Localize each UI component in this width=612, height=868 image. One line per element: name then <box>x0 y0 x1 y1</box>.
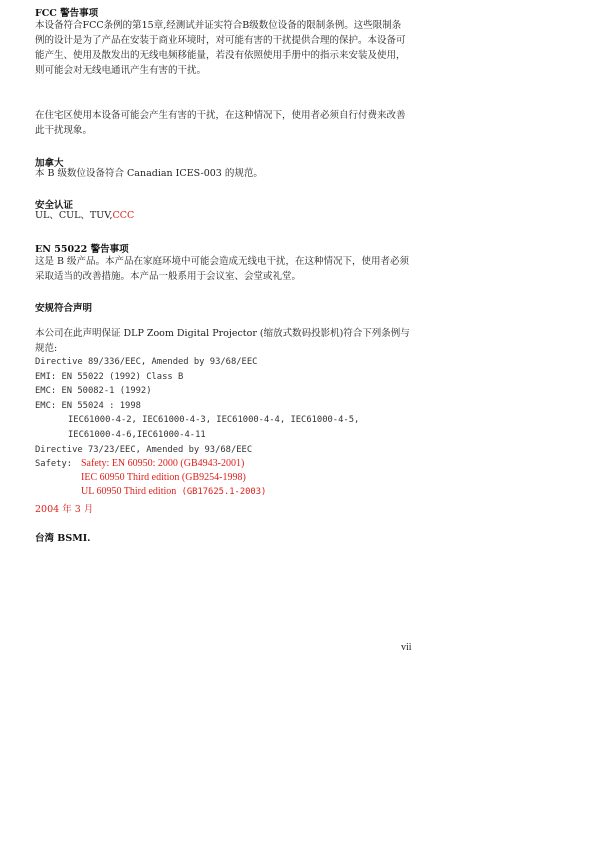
directive-line: Directive 89/336/EEC, Amended by 93/68/EEC <box>35 357 258 367</box>
safety-item-2: IEC 60950 Third edition (GB9254-1998) <box>81 472 246 483</box>
safety-item-3 <box>81 486 266 497</box>
emi-line: EMI: EN 55022 (1992) Class B <box>35 372 184 382</box>
safety-cert-list: UL、CUL、TUV, <box>35 210 113 221</box>
en55022-text: 这是 B 级产品。本产品在家庭环境中可能会造成无线电干扰，在这种情况下，使用者必须采取适当的改善措施。本产品一般系用于会议室、会堂或礼堂。 <box>35 256 410 282</box>
iec-line-1: IEC61000-4-2, IEC61000-4-3, IEC61000-4-4, IEC61000-4-5, <box>68 415 360 425</box>
safety-label: Safety: <box>35 459 73 469</box>
safety-item-3-text: UL 60950 Third edition <box>81 486 177 497</box>
canada-heading: 加拿大 <box>35 158 64 169</box>
compliance-intro: 本公司在此声明保证 DLP Zoom Digital Projector (缩放式数码投影机)符合下列条例与规范: <box>35 328 410 354</box>
directive-line-2: Directive 73/23/EEC, Amended by 93/68/EEC <box>35 445 253 455</box>
fcc-heading: FCC 警告事项 <box>35 8 99 19</box>
safety-cert-text <box>35 208 410 223</box>
ccc-mark: CCC <box>112 210 135 221</box>
compliance-date: 2004 年 3 月 <box>35 504 94 515</box>
safety-cert-heading: 安全认证 <box>35 200 74 211</box>
canada-text: 本 B 级数位设备符合 Canadian ICES-003 的规范。 <box>35 168 263 179</box>
taiwan-bsmi: 台湾 BSMI. <box>35 533 91 544</box>
iec-line-2: IEC61000-4-6,IEC61000-4-11 <box>68 430 206 440</box>
en55022-heading: EN 55022 警告事项 <box>35 244 129 255</box>
emc-line-1: EMC: EN 50082-1 (1992) <box>35 386 152 396</box>
emc-line-2: EMC: EN 55024 : 1998 <box>35 401 141 411</box>
safety-item-1: Safety: EN 60950: 2000 (GB4943-2001) <box>81 458 245 469</box>
compliance-heading: 安规符合声明 <box>35 303 93 314</box>
fcc-paragraph-1: 本设备符合FCC条例的第15章,经测试并证实符合B级数位设备的限制条例。这些限制条例的设计是为了产品在安装于商业环境时，对可能有害的干扰提供合理的保护。本设备可能产生、使用及散发出的无线电频移能量，若没有依照使用手册中的指示来安装及使用，则可能会对无线电通讯产生有害的干扰。 <box>35 20 406 76</box>
fcc-paragraph-2: 在住宅区使用本设备可能会产生有害的干扰，在这种情况下，使用者必须自行付费来改善此干扰现象。 <box>35 110 406 136</box>
safety-item-3-suffix: (GB17625.1-2003) <box>181 487 267 497</box>
page-number: vii <box>401 642 412 653</box>
